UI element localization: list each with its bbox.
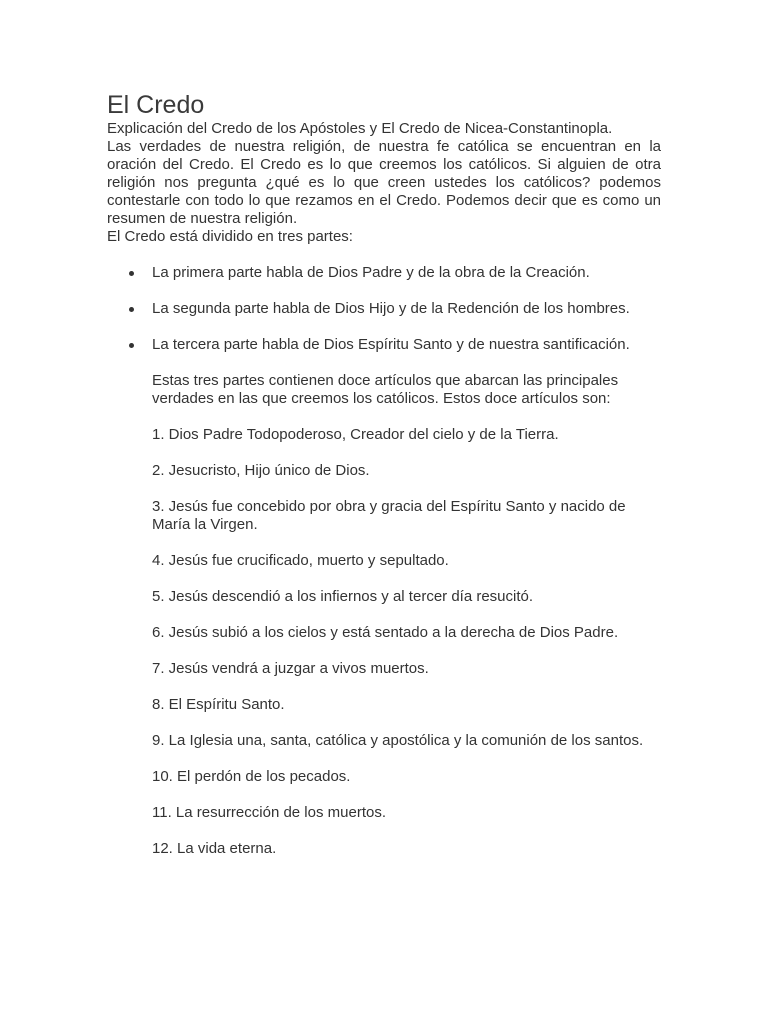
article-item: 12. La vida eterna. [152,840,277,857]
article-item: 1. Dios Padre Todopoderoso, Creador del cielo y de la Tierra. [152,426,559,443]
intro-paragraph: Las verdades de nuestra religión, de nuestra fe católica se encuentran en la oración del Credo. El Credo es lo que creemos los católicos. Si alguien de otra religión nos pregunta ¿qué es lo que creen ustedes los católicos? podemos contestarle con todo lo que rezamos en el Credo. Podemos decir que es como un resumen de nuestra religión. [107,138,661,227]
article-item: 9. La Iglesia una, santa, católica y apostólica y la comunión de los santos. [152,732,644,749]
document-page [107,90,661,876]
list-item [107,300,661,318]
article-item: 6. Jesús subió a los cielos y está sentado a la derecha de Dios Padre. [152,624,619,641]
part-text: La primera parte habla de Dios Padre y de la obra de la Creación. [152,264,590,281]
article-item: 4. Jesús fue crucificado, muerto y sepultado. [152,552,449,569]
document-title: El Credo [107,91,205,119]
articles-intro: Estas tres partes contienen doce artículos que abarcan las principales verdades en las que creemos los católicos. Estos doce artículos son: [152,372,619,407]
article-item: 8. El Espíritu Santo. [152,696,285,713]
article-item: 2. Jesucristo, Hijo único de Dios. [152,462,370,479]
articles-section [107,372,661,858]
document-subtitle: Explicación del Credo de los Apóstoles y El Credo de Nicea-Constantinopla. [107,120,613,137]
part-text: La tercera parte habla de Dios Espíritu Santo y de nuestra santificación. [152,336,630,353]
article-item: 5. Jesús descendió a los infiernos y al tercer día resucitó. [152,588,534,605]
list-item [107,336,661,354]
part-text: La segunda parte habla de Dios Hijo y de la Redención de los hombres. [152,300,630,317]
bullet-icon [129,343,134,348]
list-item [107,264,661,282]
bullet-icon [129,271,134,276]
parts-list [107,264,661,354]
division-sentence: El Credo está dividido en tres partes: [107,228,353,245]
article-item: 3. Jesús fue concebido por obra y gracia del Espíritu Santo y nacido de María la Virgen. [152,498,626,533]
article-item: 10. El perdón de los pecados. [152,768,351,785]
article-item: 7. Jesús vendrá a juzgar a vivos muertos. [152,660,429,677]
article-item: 11. La resurrección de los muertos. [152,804,387,821]
bullet-icon [129,307,134,312]
